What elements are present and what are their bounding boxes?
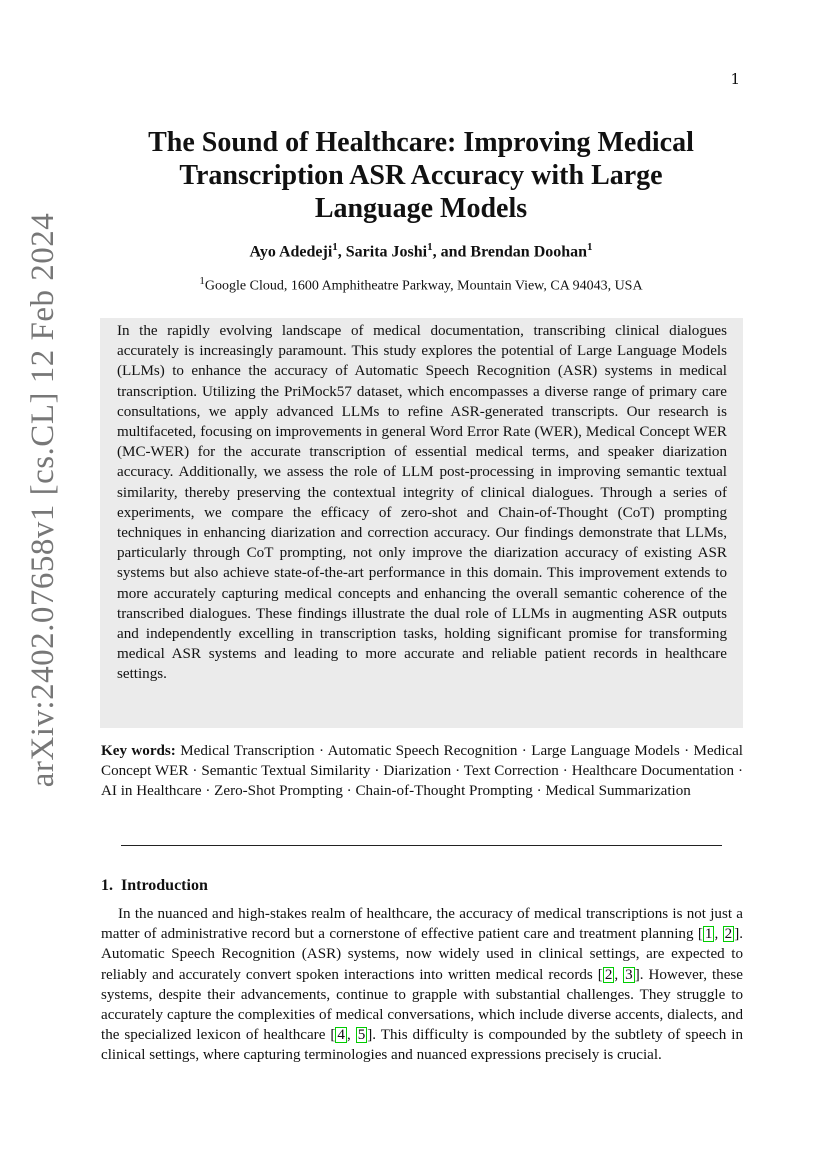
author-separator: , and [432, 243, 471, 261]
author-separator: , [337, 243, 346, 261]
keyword-item: Large Language Models [531, 743, 680, 759]
keyword-separator: · [201, 783, 215, 800]
keyword-item: Medical Concept WER [101, 743, 743, 780]
keywords-list [101, 743, 743, 799]
affiliation-mark: 1 [199, 275, 205, 287]
keyword-item: Medical Transcription [180, 743, 315, 759]
citation-link[interactable]: 2 [724, 926, 733, 943]
keyword-item: Medical Summarization [545, 783, 691, 800]
keyword-separator: · [734, 763, 743, 780]
citation-link[interactable]: 3 [625, 966, 633, 983]
keyword-separator: · [314, 743, 328, 759]
citation-link[interactable]: 2 [604, 966, 613, 983]
citation-link[interactable]: 5 [357, 1027, 366, 1044]
keyword-item: Automatic Speech Recognition [327, 743, 518, 759]
keyword-item: Zero-Shot Prompting [214, 783, 343, 800]
citation-separator: , [346, 1027, 356, 1044]
keywords-label: Key words: [101, 743, 176, 759]
abstract-text: In the rapidly evolving landscape of medical documentation, transcribing clinical dialogues accurately is increasingly paramount. This study explores the potential of Large Language Models (LLMs) to enhance the accuracy of Automatic Speech Recognition (ASR) systems in medical transcription. Utilizing the PriMock57 dataset, which encompasses a diverse range of primary care consultations, we apply advanced LLMs to refine ASR-generated transcripts. Our research is multifaceted, focusing on improvements in general Word Error Rate (WER), Medical Concept WER (MC-WER) for the accurate transcription of essential medical terms, and speaker diarization accuracy. Additionally, we assess the role of LLM post-processing in improving semantic textual similarity, thereby preserving the contextual integrity of clinical dialogues. Through a series of experiments, we compare the efficacy of zero-shot and Chain-of-Thought (CoT) prompting techniques in enhancing diarization and correction accuracy. Our findings demonstrate that LLMs, particularly through CoT prompting, not only improve the diarization accuracy of existing ASR systems but also achieve state-of-the-art performance in this domain. This improvement extends to more accurately capturing medical concepts and enhancing the overall semantic coherence of the transcribed dialogues. These findings illustrate the dual role of LLMs in augmenting ASR outputs and independently excelling in transcription tasks, holding significant promise for transforming medical ASR systems and leading to more accurate and reliable patient records in healthcare settings. [117, 323, 727, 683]
author-affiliation-mark: 1 [332, 241, 338, 253]
intro-text: ]. This difficulty is compounded by the subtlety of speech in clinical settings, where capturing terminologies and nuanced expressions precisely is crucial. [101, 1027, 744, 1064]
author-list [100, 241, 742, 261]
author-name: Ayo Adedeji [249, 243, 333, 261]
keyword-item: Chain-of-Thought Prompting [355, 783, 533, 800]
keyword-item: Text Correction [463, 763, 559, 780]
affiliation-text: Google Cloud, 1600 Amphitheatre Parkway, Mountain View, CA 94043, USA [204, 278, 643, 294]
keyword-separator: · [679, 743, 694, 759]
author-affiliation-mark: 1 [427, 241, 433, 253]
keyword-separator: · [342, 783, 356, 800]
keyword-item: AI in Healthcare [101, 783, 202, 800]
citation-separator: , [714, 926, 723, 943]
paper-title: The Sound of Healthcare: Improving Medical Transcription ASR Accuracy with Large Language Models [148, 127, 694, 224]
author-name: Sarita Joshi [345, 243, 428, 261]
section-title: Introduction [121, 877, 208, 894]
author-name: Brendan Doohan [470, 243, 588, 261]
keyword-separator: · [451, 763, 464, 780]
keywords [101, 741, 743, 802]
intro-paragraph [101, 904, 743, 1066]
keyword-item: Healthcare Documentation [571, 763, 735, 780]
author-affiliation-mark: 1 [587, 241, 593, 253]
affiliation [100, 275, 742, 295]
arxiv-identifier: arXiv:2402.07658v1 [cs.CL] 12 Feb 2024 [25, 212, 61, 788]
keyword-separator: · [532, 783, 546, 800]
intro-text: ]. However, these systems, despite their advancements, continue to grapple with substantial challenges. They struggle to accurately capture the complexities of medical conversations, which include diverse accents, dialects, and the specialized lexicon of healthcare [ [101, 966, 743, 1044]
keyword-item: Diarization [383, 763, 452, 780]
intro-text: In the nuanced and high-stakes realm of healthcare, the accuracy of medical transcriptions is not just a matter of administrative record but a cornerstone of effective patient care and treatment planning [ [101, 906, 743, 943]
horizontal-rule [121, 845, 722, 846]
keyword-separator: · [517, 743, 532, 759]
citation-link[interactable]: 1 [704, 926, 713, 943]
section-heading [101, 877, 208, 895]
page-number: 1 [730, 70, 740, 88]
citation-separator: , [614, 966, 624, 983]
keyword-separator: · [188, 763, 202, 780]
keyword-separator: · [370, 763, 384, 780]
section-number: 1. [101, 877, 113, 894]
keyword-item: Semantic Textual Similarity [201, 763, 371, 780]
citation-link[interactable]: 4 [337, 1027, 345, 1044]
abstract-box [100, 318, 743, 728]
intro-text: ]. Automatic Speech Recognition (ASR) systems, now widely used in clinical settings, are expected to reliably and accurately convert spoken interactions into written medical records [ [101, 926, 744, 983]
keyword-separator: · [558, 763, 572, 780]
